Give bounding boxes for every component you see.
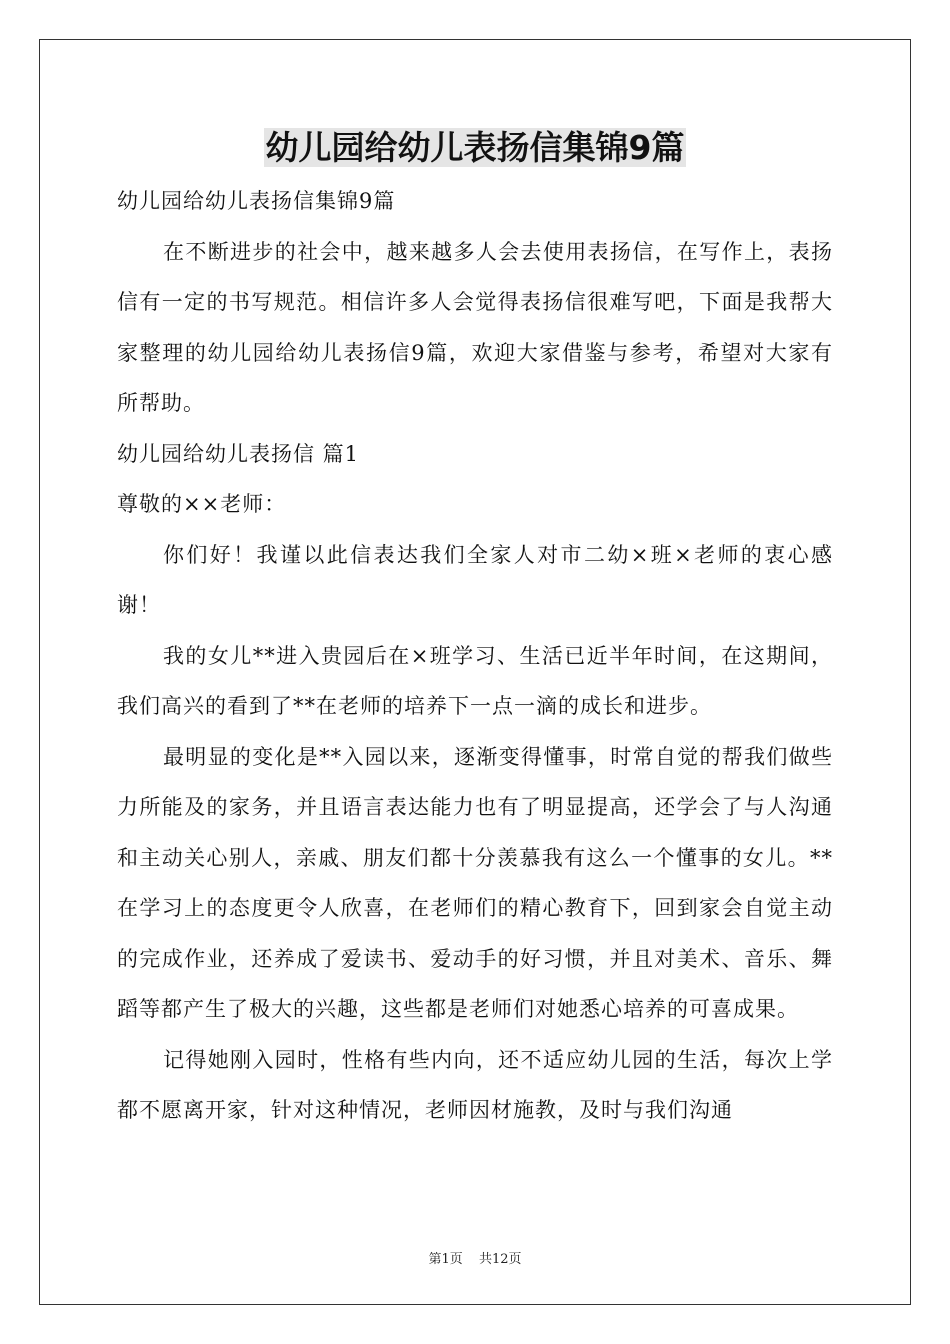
paragraph-subtitle: 幼儿园给幼儿表扬信集锦9篇 (117, 189, 396, 213)
paragraph-body: 我的女儿**进入贵园后在×班学习、生活已近半年时间，在这期间，我们高兴的看到了**在老师的培养下一点一滴的成长和进步。 (117, 643, 833, 718)
paragraph-greeting: 你们好！我谨以此信表达我们全家人对市二幼×班×老师的衷心感谢！ (117, 542, 833, 617)
paragraph-body: 记得她刚入园时，性格有些内向，还不适应幼儿园的生活，每次上学都不愿离开家，针对这种情况，老师因材施教，及时与我们沟通 (117, 1047, 833, 1122)
page-number: 第1页 (428, 1252, 463, 1267)
document-title-text: 幼儿园给幼儿表扬信集锦9篇 (265, 128, 685, 167)
document-body (117, 176, 833, 1136)
paragraph-intro: 在不断进步的社会中，越来越多人会去使用表扬信，在写作上，表扬信有一定的书写规范。相信许多人会觉得表扬信很难写吧，下面是我帮大家整理的幼儿园给幼儿表扬信9篇，欢迎大家借鉴与参考，希望对大家有所帮助。 (117, 239, 833, 415)
paragraph-section-heading: 幼儿园给幼儿表扬信 篇1 (117, 441, 360, 466)
paragraph-salutation: 尊敬的××老师： (117, 492, 287, 516)
page-total: 共12页 (478, 1252, 522, 1267)
page-footer (0, 1248, 950, 1267)
paragraph-body: 最明显的变化是**入园以来，逐渐变得懂事，时常自觉的帮我们做些力所能及的家务，并且语言表达能力也有了明显提高，还学会了与人沟通和主动关心别人，亲戚、朋友们都十分羡慕我有这么一个懂事的女儿。**在学习上的态度更令人欣喜，在老师们的精心教育下，回到家会自觉主动的完成作业，还养成了爱读书、爱动手的好习惯，并且对美术、音乐、舞蹈等都产生了极大的兴趣，这些都是老师们对她悉心培养的可喜成果。 (117, 744, 833, 1021)
document-title (0, 124, 950, 172)
